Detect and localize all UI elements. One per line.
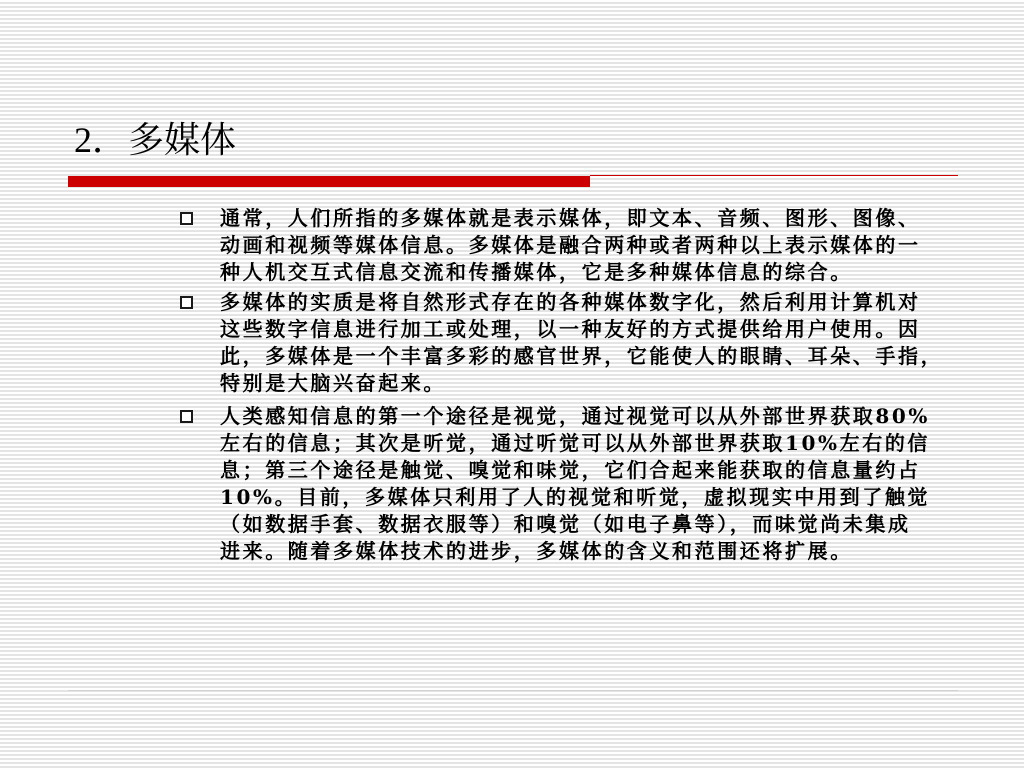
bullet-2-line-1: 多媒体的实质是将自然形式存在的各种媒体数字化，然后利用计算机对 — [220, 290, 921, 314]
hollow-square-bullet-icon — [180, 410, 193, 423]
title-accent-bar — [68, 176, 590, 187]
bullet-2-line-2: 这些数字信息进行加工或处理，以一种友好的方式提供给用户使用。因 — [220, 317, 921, 341]
bullet-3-line-6: 进来。随着多媒体技术的进步，多媒体的含义和范围还将扩展。 — [220, 539, 853, 563]
bullet-2-text — [220, 289, 943, 397]
bullet-1-line-2: 动画和视频等媒体信息。多媒体是融合两种或者两种以上表示媒体的一 — [220, 233, 921, 257]
bullet-3-line-4: 10%。目前，多媒体只利用了人的视觉和听觉，虚拟现实中用到了触觉 — [220, 485, 931, 509]
bullet-1-line-1: 通常，人们所指的多媒体就是表示媒体，即文本、音频、图形、图像、 — [220, 206, 921, 230]
bullet-3-text — [220, 403, 930, 565]
bullet-1-text — [220, 205, 921, 286]
hollow-square-bullet-icon — [180, 296, 193, 309]
title-accent-line — [590, 175, 958, 176]
slide-title: 2．多媒体 — [74, 120, 237, 160]
bullet-3-line-3: 息；第三个途径是触觉、嗅觉和味觉，它们合起来能获取的信息量约占 — [220, 458, 921, 482]
bullet-1-line-3: 种人机交互式信息交流和传播媒体，它是多种媒体信息的综合。 — [220, 260, 853, 284]
bullet-2-line-3: 此，多媒体是一个丰富多彩的感官世界，它能使人的眼睛、耳朵、手指， — [220, 344, 944, 368]
bullet-3-line-5: （如数据手套、数据衣服等）和嗅觉（如电子鼻等），而味觉尚未集成 — [220, 512, 911, 536]
bullet-3-line-2: 左右的信息；其次是听觉，通过听觉可以从外部世界获取10%左右的信 — [220, 431, 931, 455]
bullet-3-line-1: 人类感知信息的第一个途径是视觉，通过视觉可以从外部世界获取80% — [220, 404, 931, 428]
footer-rule — [68, 690, 958, 691]
hollow-square-bullet-icon — [180, 212, 193, 225]
bullet-2-line-4: 特别是大脑兴奋起来。 — [220, 371, 446, 395]
